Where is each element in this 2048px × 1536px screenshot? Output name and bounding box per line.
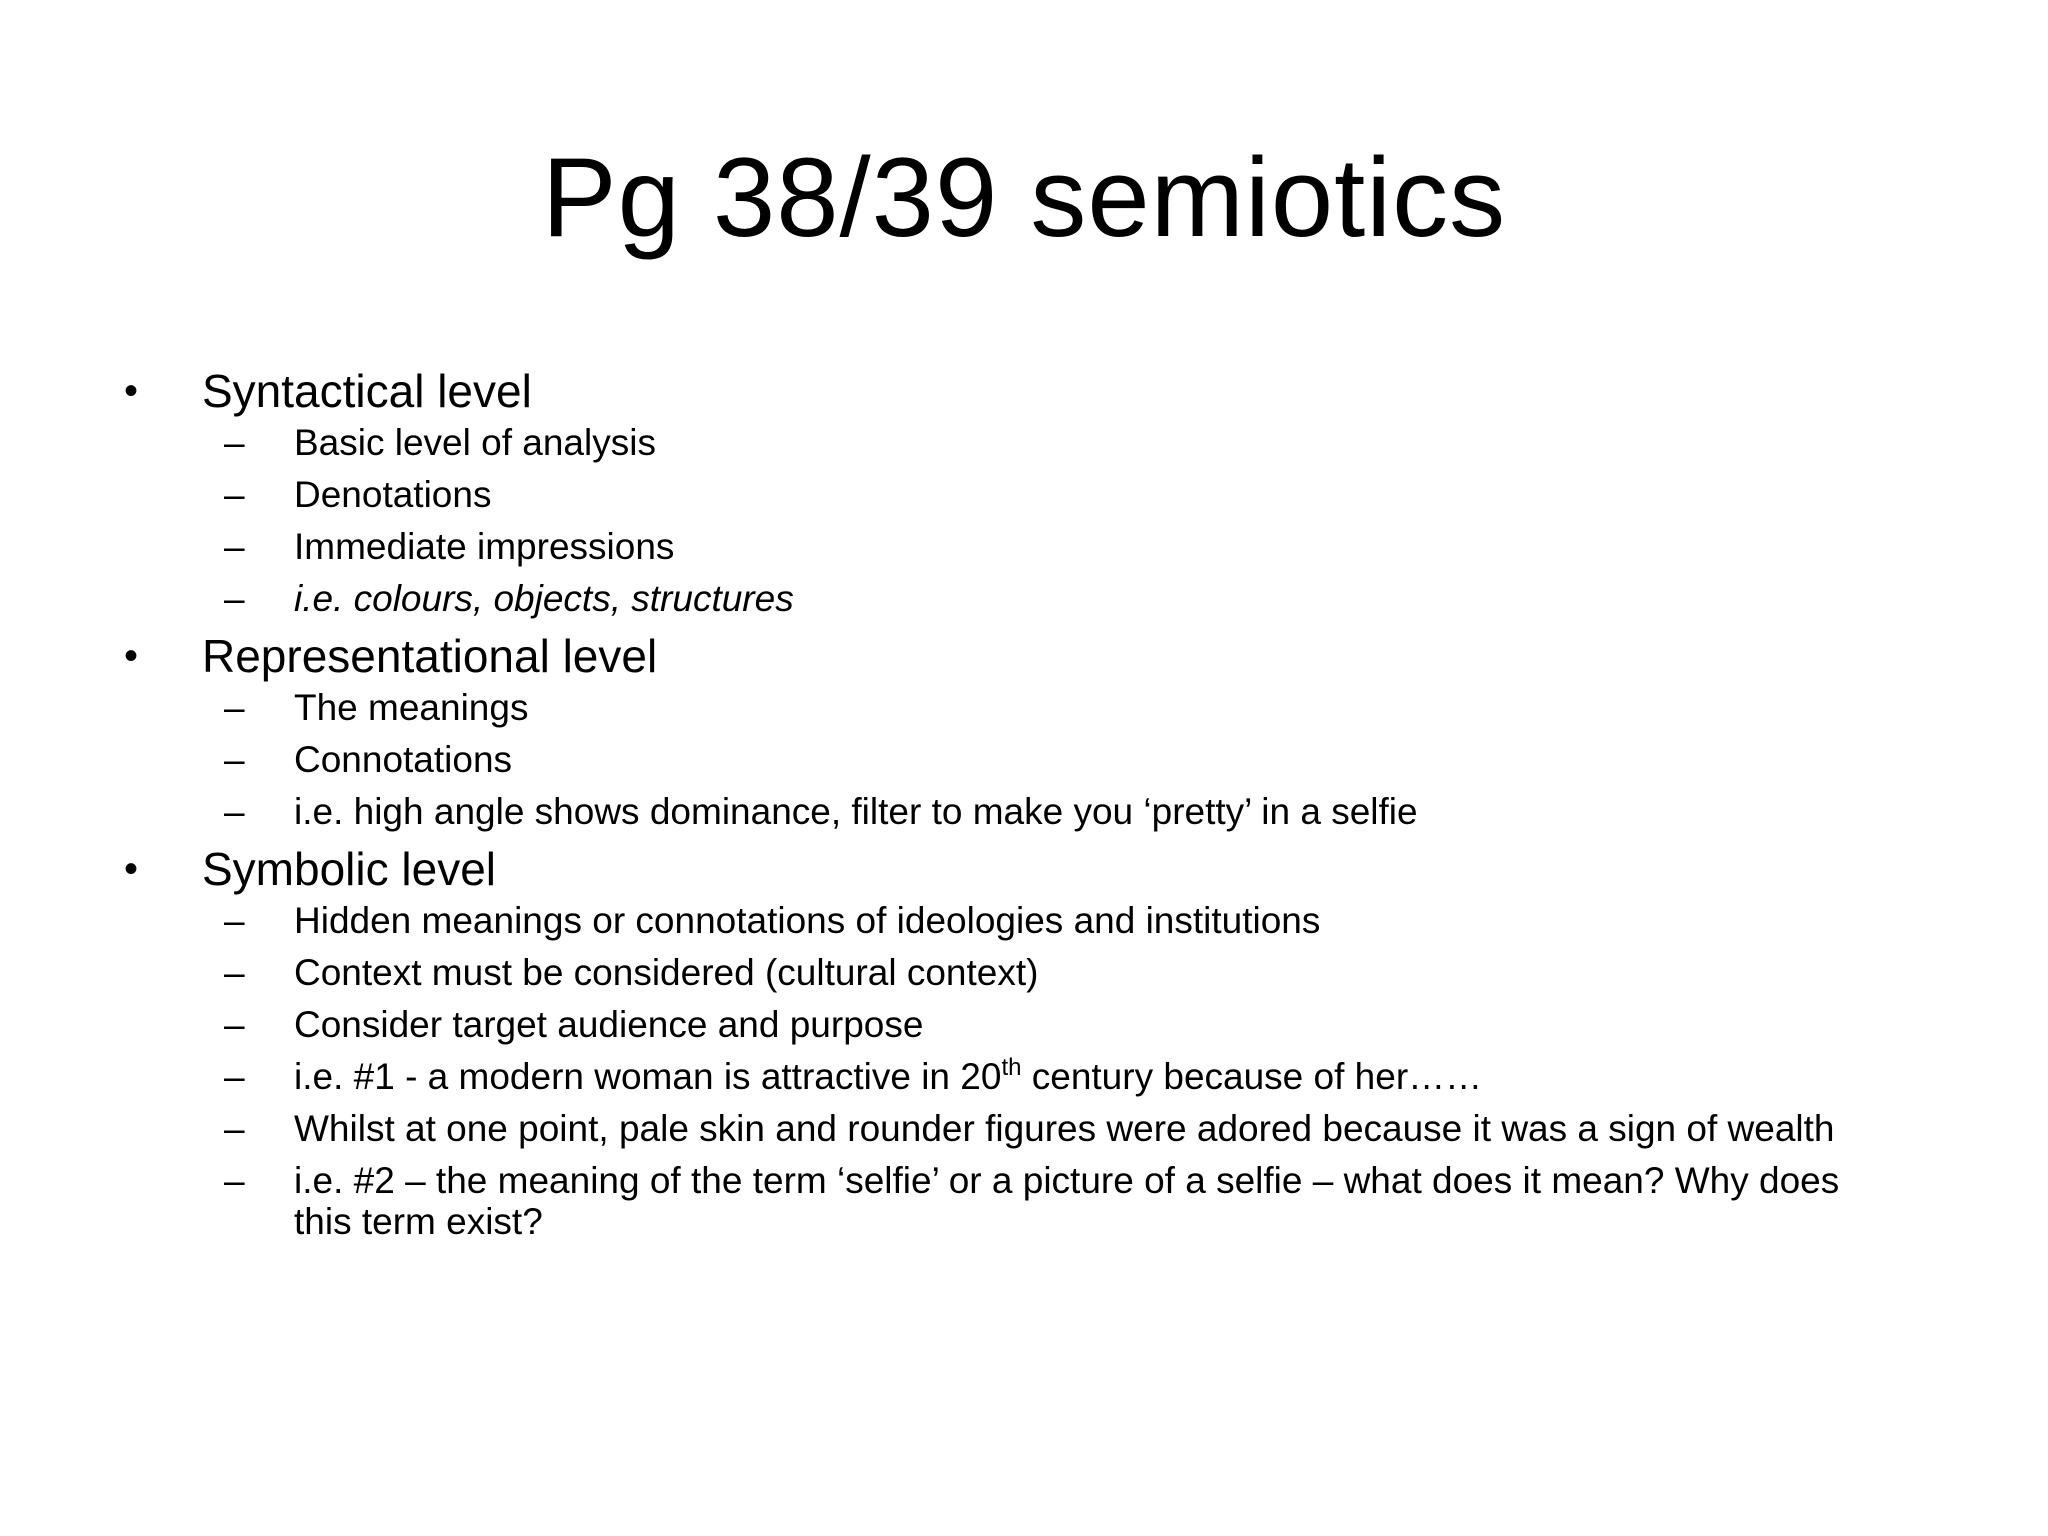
sub-item bbox=[120, 900, 1980, 941]
section-symbolic-level bbox=[120, 840, 1980, 1242]
dash-icon: – bbox=[224, 791, 245, 832]
sub-item-text: Whilst at one point, pale skin and rounder figures were adored because it was a sign of wealth bbox=[294, 1108, 1835, 1149]
sub-item-text: i.e. colours, objects, structures bbox=[294, 578, 794, 619]
sub-item-text: Immediate impressions bbox=[294, 526, 675, 567]
sub-item-text: Hidden meanings or connotations of ideologies and institutions bbox=[294, 900, 1321, 941]
sub-item bbox=[120, 474, 1980, 515]
dash-icon: – bbox=[224, 1004, 245, 1045]
sub-item bbox=[120, 422, 1980, 463]
sub-item-text: i.e. #2 – the meaning of the term ‘selfie’ or a picture of a selfie – what does it mean? Why does this term exist? bbox=[294, 1160, 1840, 1242]
sub-item bbox=[120, 526, 1980, 567]
sub-list bbox=[120, 900, 1980, 1242]
sub-item-text: Denotations bbox=[294, 474, 492, 515]
dash-icon: – bbox=[224, 1108, 245, 1149]
heading-text: Symbolic level bbox=[202, 843, 496, 895]
sub-item bbox=[120, 687, 1980, 728]
sub-item bbox=[120, 1004, 1980, 1045]
heading-text: Representational level bbox=[202, 630, 658, 682]
sub-list bbox=[120, 422, 1980, 619]
dash-icon: – bbox=[224, 578, 245, 619]
slide-title: Pg 38/39 semiotics bbox=[541, 135, 1507, 260]
sub-item-text: Consider target audience and purpose bbox=[294, 1004, 924, 1045]
bullet-heading bbox=[120, 627, 1980, 685]
dash-icon: – bbox=[224, 422, 245, 463]
slide-body bbox=[120, 362, 1980, 1242]
dash-icon: – bbox=[224, 687, 245, 728]
sub-item-text: i.e. high angle shows dominance, filter to make you ‘pretty’ in a selfie bbox=[294, 791, 1418, 832]
superscript-text: th bbox=[1001, 1054, 1022, 1081]
sub-item bbox=[120, 1160, 1980, 1242]
bullet-icon: • bbox=[124, 847, 139, 891]
dash-icon: – bbox=[224, 526, 245, 567]
section-representational-level bbox=[120, 627, 1980, 832]
bullet-heading bbox=[120, 840, 1980, 898]
section-syntactical-level bbox=[120, 362, 1980, 619]
sub-item bbox=[120, 791, 1980, 832]
sub-item-text: Connotations bbox=[294, 739, 513, 780]
sub-item bbox=[120, 739, 1980, 780]
sub-list bbox=[120, 687, 1980, 832]
dash-icon: – bbox=[224, 1056, 245, 1097]
sub-item-text-after: century because of her…… bbox=[1021, 1056, 1483, 1097]
bullet-icon: • bbox=[124, 369, 139, 413]
dash-icon: – bbox=[224, 739, 245, 780]
dash-icon: – bbox=[224, 952, 245, 993]
dash-icon: – bbox=[224, 1160, 245, 1201]
sub-item bbox=[120, 952, 1980, 993]
heading-text: Syntactical level bbox=[202, 365, 532, 417]
sub-item-text: The meanings bbox=[294, 687, 529, 728]
dash-icon: – bbox=[224, 900, 245, 941]
sub-item-text-before: i.e. #1 - a modern woman is attractive in 20 bbox=[294, 1056, 1002, 1097]
sub-item bbox=[120, 578, 1980, 619]
bullet-icon: • bbox=[124, 634, 139, 678]
sub-item-text: Context must be considered (cultural context) bbox=[294, 952, 1039, 993]
sub-item bbox=[120, 1056, 1980, 1097]
dash-icon: – bbox=[224, 474, 245, 515]
sub-item-text: Basic level of analysis bbox=[294, 422, 656, 463]
sub-item-text bbox=[294, 1056, 1482, 1097]
sub-item bbox=[120, 1108, 1980, 1149]
bullet-heading bbox=[120, 362, 1980, 420]
